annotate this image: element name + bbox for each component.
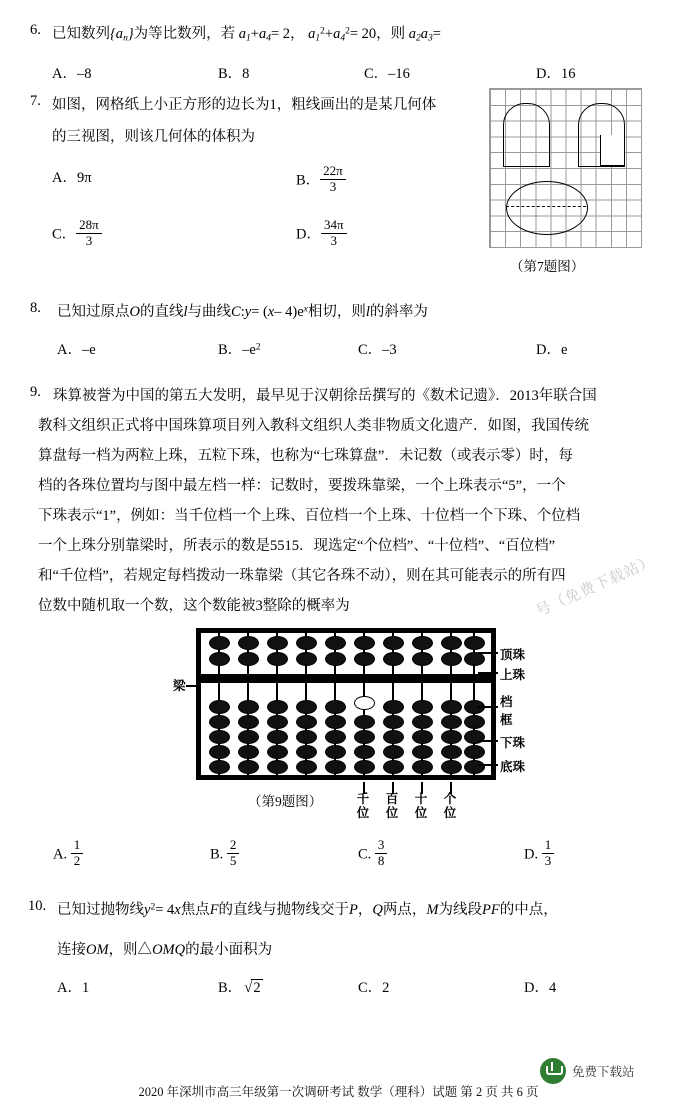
q6-eq2-eq: = 20 — [349, 26, 377, 42]
q7-option-c[interactable] — [52, 218, 102, 249]
q10-text-d: 两点， — [382, 902, 427, 918]
q6-eq1-a-sub: 1 — [246, 33, 251, 44]
q6-option-a[interactable] — [52, 62, 91, 83]
q6-target-eq: = — [432, 26, 441, 42]
question-9-number: 9. — [30, 384, 41, 400]
abacus-bead-lower — [209, 760, 230, 774]
q10-segment-om: OM — [86, 942, 109, 958]
q10-point-q: Q — [372, 902, 383, 918]
q6-target-sub2: 3 — [428, 33, 433, 44]
q10-point-m: M — [426, 902, 439, 918]
q6-seq-close: } — [127, 26, 134, 42]
q8-line-l2: l — [365, 304, 370, 320]
abacus-bead-lower — [267, 730, 288, 744]
q10-option-c[interactable] — [358, 976, 389, 997]
abacus-label-top-bead: 顶珠 — [500, 648, 526, 662]
abacus-bead-lower — [267, 760, 288, 774]
abacus-label-upper-bead: 上珠 — [500, 668, 526, 682]
q8-option-a-label: A． — [57, 342, 82, 358]
q6-eq1-eq: = 2 — [270, 26, 290, 42]
q7-option-c-den: 3 — [85, 232, 93, 248]
abacus-bead-lower — [383, 760, 404, 774]
q6-eq2-sub1: 1 — [315, 33, 321, 44]
abacus-bead-upper — [412, 636, 433, 650]
abacus-label-bottom-bead: 底珠 — [500, 760, 526, 774]
q6-text-a: 已知数列 — [52, 26, 110, 42]
q10-option-d-value: 4 — [548, 980, 557, 996]
q10-point-p: P — [349, 902, 358, 918]
question-10-number: 10. — [28, 898, 47, 914]
q8-option-c[interactable] — [358, 338, 397, 359]
q8-option-a-value: –e — [81, 342, 96, 358]
abacus-bead-lower — [441, 730, 462, 744]
q10-triangle-omq: OMQ — [152, 942, 186, 958]
abacus-pointer-top-bead — [478, 652, 498, 654]
q8-option-a[interactable] — [57, 338, 96, 359]
abacus-bead-lower — [209, 730, 230, 744]
abacus-pointer-lower-bead — [478, 740, 498, 742]
q7-option-d[interactable] — [296, 218, 347, 249]
page-footer: 2020 年深圳市高三年级第一次调研考试 数学（理科）试题 第 2 页 共 6 页 — [138, 1085, 539, 1099]
q10-text-f: 的中点， — [499, 902, 558, 918]
question-9-abacus-figure — [196, 628, 496, 780]
figure7-notch — [600, 135, 624, 166]
q7-option-c-label: C． — [52, 226, 77, 243]
q7-option-d-den: 3 — [330, 232, 338, 248]
abacus-bead-upper — [209, 652, 230, 666]
q8-text-c: 与曲线 — [187, 304, 232, 320]
q8-minus4: – 4)e — [274, 304, 304, 320]
figure7-dashed-axis — [506, 206, 586, 207]
q6-eq2-sup2: 2 — [345, 26, 350, 37]
q8-eq: = ( — [251, 304, 268, 320]
question-9-line-8: 位数中随机取一个数，这个数能被3整除的概率为 — [38, 598, 350, 614]
q9-option-d-num: 1 — [542, 838, 555, 854]
q9-option-a-label: A. — [53, 846, 68, 863]
abacus-bead-lower — [267, 700, 288, 714]
abacus-bead-lower — [354, 715, 375, 729]
abacus-bead-upper — [354, 652, 375, 666]
abacus-bead-lower — [325, 715, 346, 729]
abacus-label-frame-line1: 档 — [500, 695, 513, 709]
question-9-line-3: 算盘每一档为两粒上珠，五粒下珠，也称为“七珠算盘”．未记数（或表示零）时，每 — [38, 448, 573, 464]
abacus-bead-highlighted — [354, 696, 375, 710]
abacus-bead-lower — [383, 700, 404, 714]
q9-option-d-label: D. — [524, 846, 539, 863]
question-9-line-5: 下珠表示“1”，例如：当千位档一个上珠、百位档一个上珠、十位档一个下珠、个位档 — [38, 508, 581, 524]
q6-eq1-a: a — [238, 26, 246, 42]
abacus-bead-upper — [354, 636, 375, 650]
abacus-bead-lower — [412, 715, 433, 729]
abacus-bead-lower — [383, 745, 404, 759]
q9-option-b-den: 5 — [229, 852, 237, 868]
q6-target-a: a — [408, 26, 416, 42]
q9-option-a-den: 2 — [73, 852, 81, 868]
abacus-bead-lower — [441, 700, 462, 714]
question-7-figure-caption: （第7题图） — [510, 259, 585, 274]
question-6-number: 6. — [30, 22, 41, 38]
abacus-bead-upper — [267, 652, 288, 666]
q6-eq1-plus: + — [250, 26, 259, 42]
abacus-bead-lower — [412, 730, 433, 744]
abacus-bead-lower — [412, 700, 433, 714]
abacus-bead-lower — [209, 700, 230, 714]
question-8-number: 8. — [30, 300, 41, 316]
abacus-bead-upper — [464, 636, 485, 650]
q9-option-a-num: 1 — [71, 838, 84, 854]
q6-eq1-b: a — [258, 26, 267, 42]
q8-exp-sup: x — [303, 304, 308, 315]
abacus-bead-lower — [383, 730, 404, 744]
q10-option-d[interactable] — [524, 976, 556, 997]
download-site-label: 免费下载站 — [572, 1065, 635, 1079]
abacus-column-tens: 十位 — [414, 792, 428, 820]
abacus-pointer-frame — [478, 706, 498, 708]
abacus-bead-lower — [464, 745, 485, 759]
q7-option-b[interactable] — [296, 164, 346, 195]
abacus-column-ones: 个位 — [443, 792, 457, 820]
abacus-bead-upper — [383, 652, 404, 666]
question-7-number: 7. — [30, 93, 41, 109]
abacus-bead-lower — [296, 730, 317, 744]
abacus-pointer-bottom-bead — [478, 764, 498, 766]
q8-origin: O — [129, 304, 140, 320]
q9-option-c[interactable] — [358, 838, 387, 869]
q10-y: y — [144, 902, 151, 918]
q8-option-b-sup: 2 — [255, 342, 261, 353]
q6-option-b[interactable] — [218, 62, 249, 83]
question-7-stem-line2: 的三视图，则该几何体的体积为 — [52, 129, 255, 145]
abacus-bead-lower — [441, 745, 462, 759]
q6-option-d-label: D． — [536, 66, 561, 82]
abacus-bead-lower — [238, 745, 259, 759]
q6-option-c-label: C． — [364, 66, 389, 82]
abacus-bead-lower — [464, 760, 485, 774]
q8-x: x — [267, 304, 275, 320]
abacus-bead-lower — [325, 730, 346, 744]
q6-option-c-value: –16 — [388, 66, 410, 82]
abacus-bead-lower — [238, 760, 259, 774]
q7-option-d-label: D． — [296, 226, 321, 243]
q10-text-e: 为线段 — [438, 902, 482, 918]
q10-comma: ， — [357, 902, 373, 918]
sqrt-icon: √2 — [244, 980, 261, 996]
q6-option-a-label: A． — [52, 66, 77, 82]
q10-option-d-label: D． — [524, 980, 549, 996]
q8-option-d-value: e — [560, 342, 568, 358]
abacus-bead-lower — [267, 715, 288, 729]
abacus-bead-lower — [441, 760, 462, 774]
q10-eq: = 4 — [155, 902, 175, 918]
q9-option-d-den: 3 — [544, 852, 552, 868]
abacus-bead-lower — [354, 730, 375, 744]
q6-eq2-sup1: 2 — [320, 26, 325, 37]
download-site-badge — [540, 1058, 635, 1084]
abacus-bead-upper — [412, 652, 433, 666]
q10-text-h: ，则△ — [108, 942, 153, 958]
q10-segment-pf: PF — [481, 902, 500, 918]
q8-text-b: 的直线 — [139, 304, 184, 320]
q6-option-a-value: –8 — [76, 66, 92, 82]
q6-seq-sub: n — [123, 33, 128, 44]
abacus-bead-lower — [238, 730, 259, 744]
q8-option-b[interactable] — [218, 338, 261, 359]
q6-target-b: a — [420, 26, 428, 42]
figure7-ellipse — [506, 181, 588, 235]
abacus-column-thousands: 千位 — [356, 792, 370, 820]
abacus-bead-upper — [267, 636, 288, 650]
q9-option-c-label: C. — [358, 846, 372, 863]
question-9-line-2: 教科文组织正式将中国珠算项目列入教科文组织人类非物质文化遗产．如图，我国传统 — [38, 418, 589, 434]
q8-text-d: 相切，则 — [307, 304, 366, 320]
q10-option-a-label: A． — [57, 980, 82, 996]
abacus-bead-lower — [354, 745, 375, 759]
q9-option-a[interactable] — [53, 838, 83, 869]
q9-option-d[interactable] — [524, 838, 554, 869]
question-9-line-4: 档的各珠位置均与图中最左档一样：记数时，要拨珠靠梁，一个上珠表示“5”，一个 — [38, 478, 566, 494]
figure7-shape-left — [503, 103, 550, 167]
abacus-bead-lower — [464, 715, 485, 729]
q8-option-b-label: B． — [218, 342, 243, 358]
watermark-text: 号（免费下载站） — [533, 553, 658, 621]
q8-line-l1: l — [183, 304, 188, 320]
q8-text-a: 已知过原点 — [57, 304, 130, 320]
question-7-stem-line1: 如图，网格纸上小正方形的边长为1，粗线画出的是某几何体 — [52, 97, 437, 113]
q7-option-d-num: 34π — [321, 218, 347, 234]
question-6-stem: 已知数列$\{a_n\}$为等比数列，若 $a_1+a_4= 2$， $a_1^2+a_4^2= 20$，则 $a_2a_3=$ — [52, 26, 441, 44]
q7-option-c-num: 28π — [76, 218, 102, 234]
abacus-bead-upper — [238, 652, 259, 666]
abacus-bead-lower — [296, 760, 317, 774]
abacus-bead-lower — [325, 700, 346, 714]
abacus-bead-upper — [296, 636, 317, 650]
q10-option-c-label: C． — [358, 980, 383, 996]
abacus-label-frame-line2: 框 — [500, 713, 513, 727]
q7-option-b-label: B． — [296, 172, 321, 189]
q10-focus: F — [209, 902, 219, 918]
q8-option-d-label: D． — [536, 342, 561, 358]
q10-y-sup: 2 — [150, 902, 156, 913]
q9-option-c-num: 3 — [375, 838, 388, 854]
abacus-bead-lower — [464, 730, 485, 744]
abacus-bead-lower — [412, 745, 433, 759]
q7-option-b-den: 3 — [329, 178, 337, 194]
abacus-bead-upper — [238, 636, 259, 650]
q7-option-a-whole: 9 — [76, 170, 85, 186]
abacus-bead-upper — [441, 652, 462, 666]
q10-option-b[interactable] — [218, 976, 263, 997]
q9-option-b[interactable] — [210, 838, 239, 869]
q8-option-d[interactable] — [536, 338, 567, 359]
q8-colon: : — [240, 304, 245, 320]
q9-option-b-label: B. — [210, 846, 224, 863]
q10-option-b-label: B． — [218, 980, 243, 996]
q10-option-c-value: 2 — [382, 980, 390, 996]
abacus-bead-upper — [325, 652, 346, 666]
abacus-bead-lower — [325, 745, 346, 759]
abacus-bead-upper — [209, 636, 230, 650]
q6-seq-open: {a — [110, 26, 124, 42]
q10-x: x — [174, 902, 181, 918]
q6-text-c: ，则 — [376, 26, 406, 42]
abacus-label-beam: 梁 — [173, 679, 186, 693]
q6-eq2-a: a — [308, 26, 316, 42]
q8-text-e: 的斜率为 — [369, 304, 428, 320]
q9-option-c-den: 8 — [377, 852, 385, 868]
q10-text-b: 焦点 — [180, 902, 210, 918]
abacus-bead-lower — [238, 700, 259, 714]
q10-text-i: 的最小面积为 — [185, 942, 273, 958]
q6-eq2-b: a — [333, 26, 341, 42]
q6-eq2-plus: + — [324, 26, 334, 42]
q6-eq2-sub2: 4 — [340, 33, 346, 44]
abacus-pointer-beam — [186, 685, 200, 687]
abacus-bead-lower — [325, 760, 346, 774]
q6-eq1-b-sub: 4 — [266, 33, 271, 44]
q7-option-b-num: 22π — [320, 164, 346, 180]
abacus-bead-lower — [209, 715, 230, 729]
abacus-bead-upper — [296, 652, 317, 666]
download-icon — [540, 1058, 566, 1084]
q6-option-b-label: B． — [218, 66, 243, 82]
q10-text-a: 已知过抛物线 — [57, 902, 144, 918]
q7-option-a[interactable] — [52, 166, 92, 187]
q6-option-c[interactable] — [364, 62, 410, 83]
q8-y: y — [244, 304, 252, 320]
question-8-stem — [57, 300, 657, 325]
q10-text-g: 连接 — [57, 942, 86, 958]
abacus-pointer-upper-bead — [478, 672, 498, 674]
q6-option-d-value: 16 — [560, 66, 576, 82]
q7-option-a-pi: π — [84, 170, 92, 186]
q10-option-a[interactable] — [57, 976, 89, 997]
question-10-stem-line1 — [57, 898, 667, 923]
q8-option-c-value: –3 — [382, 342, 397, 358]
q7-option-a-label: A． — [52, 170, 77, 186]
question-7-figure — [489, 88, 642, 248]
q6-option-d[interactable] — [536, 62, 575, 83]
abacus-bead-lower — [441, 715, 462, 729]
abacus-bead-upper — [441, 636, 462, 650]
q8-option-c-label: C． — [358, 342, 383, 358]
abacus-bead-lower — [383, 715, 404, 729]
question-9-line-7: 和“千位档”，若规定每档拨动一珠靠梁（其它各珠不动），则在其可能表示的所有四 — [38, 568, 566, 584]
abacus-bead-lower — [412, 760, 433, 774]
q10-option-b-value: 2 — [253, 980, 261, 996]
q8-curve-c: C — [231, 304, 241, 320]
q6-option-b-value: 8 — [242, 66, 250, 82]
abacus-bead-upper — [464, 652, 485, 666]
q8-option-b-value: –e — [242, 342, 256, 358]
abacus-bead-lower — [296, 715, 317, 729]
abacus-bead-lower — [296, 700, 317, 714]
abacus-bead-upper — [325, 636, 346, 650]
question-9-line-1: 珠算被誉为中国的第五大发明，最早见于汉朝徐岳撰写的《数术记遗》．2013年联合国 — [53, 388, 597, 404]
q9-option-b-num: 2 — [227, 838, 240, 854]
abacus-bead-lower — [296, 745, 317, 759]
question-9-figure-caption: （第9题图） — [248, 794, 323, 809]
q6-target-sub1: 2 — [416, 33, 421, 44]
q10-text-c: 的直线与抛物线交于 — [218, 902, 350, 918]
abacus-column-hundreds: 百位 — [385, 792, 399, 820]
question-10-stem-line2 — [57, 938, 667, 963]
question-9-line-6: 一个上珠分别靠梁时，所表示的数是5515．现选定“个位档”、“十位档”、“百位档” — [38, 538, 556, 554]
abacus-bead-lower — [238, 715, 259, 729]
abacus-label-lower-bead: 下珠 — [500, 736, 526, 750]
abacus-bead-upper — [383, 636, 404, 650]
q10-option-a-value: 1 — [81, 980, 90, 996]
abacus-bead-lower — [354, 760, 375, 774]
abacus-bead-lower — [267, 745, 288, 759]
abacus-bead-lower — [209, 745, 230, 759]
q6-text-b: 为等比数列，若 — [133, 26, 236, 42]
